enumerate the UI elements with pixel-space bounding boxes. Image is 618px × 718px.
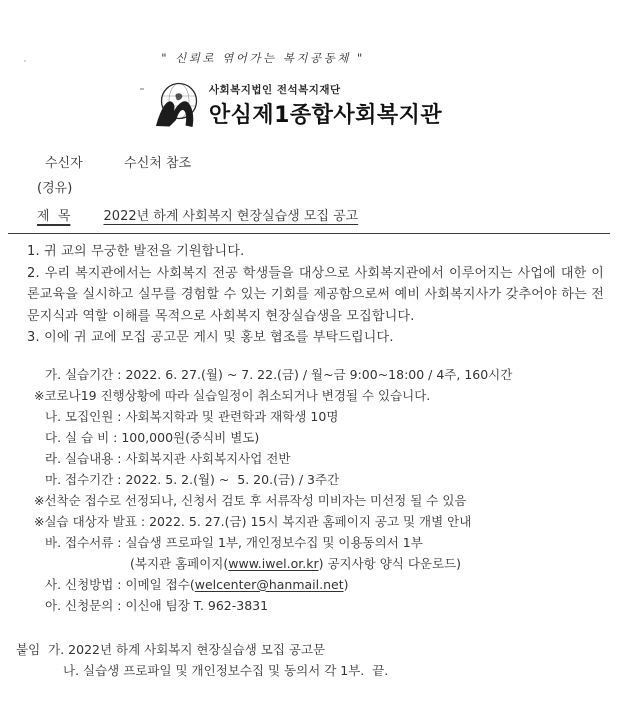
attachment-item-1: 가. 2022년 하계 사회복지 현장실습생 모집 공고문	[48, 641, 326, 657]
email-address: welcenter@hanmail.net	[194, 576, 344, 592]
attachment-item-2: 나. 실습생 프로파일 및 개인정보수집 및 동의서 각 1부. 끝.	[63, 663, 389, 678]
scan-speck	[24, 60, 26, 62]
organization-name: 안심제1종합사회복지관	[208, 102, 443, 128]
detail-training-period: 가. 실습기간 : 2022. 6. 27.(월) ~ 7. 22.(금) / 월~금 9:00~18:00 / 4주, 160시간	[45, 366, 513, 382]
letter-body	[27, 241, 604, 349]
detail-training-content: 라. 실습내용 : 사회복지관 사회복지사업 전반	[45, 450, 291, 466]
detail-required-documents: 바. 접수서류 : 실습생 프로파일 1부, 개인정보수집 및 이용동의서 1부	[45, 534, 423, 550]
scan-speck	[140, 88, 144, 90]
detail-announcement-note: ※실습 대상자 발표 : 2022. 5. 27.(금) 15시 복지관 홈페이지 공고 및 개별 안내	[34, 513, 472, 529]
letter-meta	[0, 152, 618, 224]
attachments-label: 붙임	[16, 641, 41, 657]
subject-title: 2022년 하계 사회복지 현장실습생 모집 공고	[103, 209, 359, 224]
organization-names	[209, 82, 442, 129]
website-url: www.iwel.or.kr	[228, 555, 319, 571]
detail-covid-note: ※코로나19 진행상황에 따라 실습일정이 취소되거나 변경될 수 있습니다.	[34, 387, 431, 403]
detail-application-period: 마. 접수기간 : 2022. 5. 2.(월) ~ 5. 20.(금) / 3주간	[45, 471, 340, 487]
attachment-line-1	[16, 639, 618, 661]
paragraph-2: 2. 우리 복지관에서는 사회복지 전공 학생들을 대상으로 사회복지관에서 이루어지는 사업에 대한 이론교육을 실시하고 실무를 경험할 수 있는 기회를 제공함으로써 예비 사회복지사가 갖추어야 하는 전문지식과 역할 이해를 목적으로 사회복지 현장실습생을 모집합니다.	[27, 265, 604, 324]
organization-logo-block	[0, 80, 596, 130]
detail-selection-note: ※선착순 접수로 선정되나, 신청서 검토 후 서류작성 미비자는 미선정 될 수 있음	[34, 492, 467, 508]
attachments-section	[16, 639, 618, 682]
recipient-row	[45, 152, 618, 171]
subject-label: 제 목	[37, 209, 71, 224]
detail-recruit-count: 나. 모집인원 : 사회복지학과 및 관련학과 재학생 10명	[45, 408, 339, 424]
organization-slogan: " 신뢰로 엮어가는 복지공동체 "	[161, 51, 365, 65]
recipient-label: 수신자	[45, 156, 83, 171]
detail-apply-method	[45, 574, 618, 595]
detail-training-fee: 다. 실 습 비 : 100,000원(중식비 별도)	[45, 429, 260, 445]
recruitment-details	[0, 364, 618, 616]
detail-download-line	[130, 553, 618, 574]
globe-bird-logo-icon	[154, 80, 202, 130]
header-divider	[8, 233, 610, 234]
recipient-value: 수신처 참조	[124, 156, 192, 171]
paragraph-1: 1. 귀 교의 무궁한 발전을 기원합니다.	[27, 244, 245, 259]
download-pre: (복지관 홈페이지(	[130, 555, 229, 571]
foundation-name: 사회복지법인 전석복지재단	[208, 83, 341, 96]
via-line: (경유)	[37, 181, 73, 196]
paragraph-3: 3. 이에 귀 교에 모집 공고문 게시 및 홍보 협조를 부탁드립니다.	[27, 330, 394, 345]
detail-contact: 아. 신청문의 : 이신애 팀장 T. 962-3831	[45, 597, 269, 613]
apply-post: )	[343, 576, 349, 592]
apply-pre: 사. 신청방법 : 이메일 접수(	[45, 576, 195, 592]
subject-row	[37, 205, 618, 224]
download-post: ) 공지사항 양식 다운로드)	[318, 555, 462, 571]
